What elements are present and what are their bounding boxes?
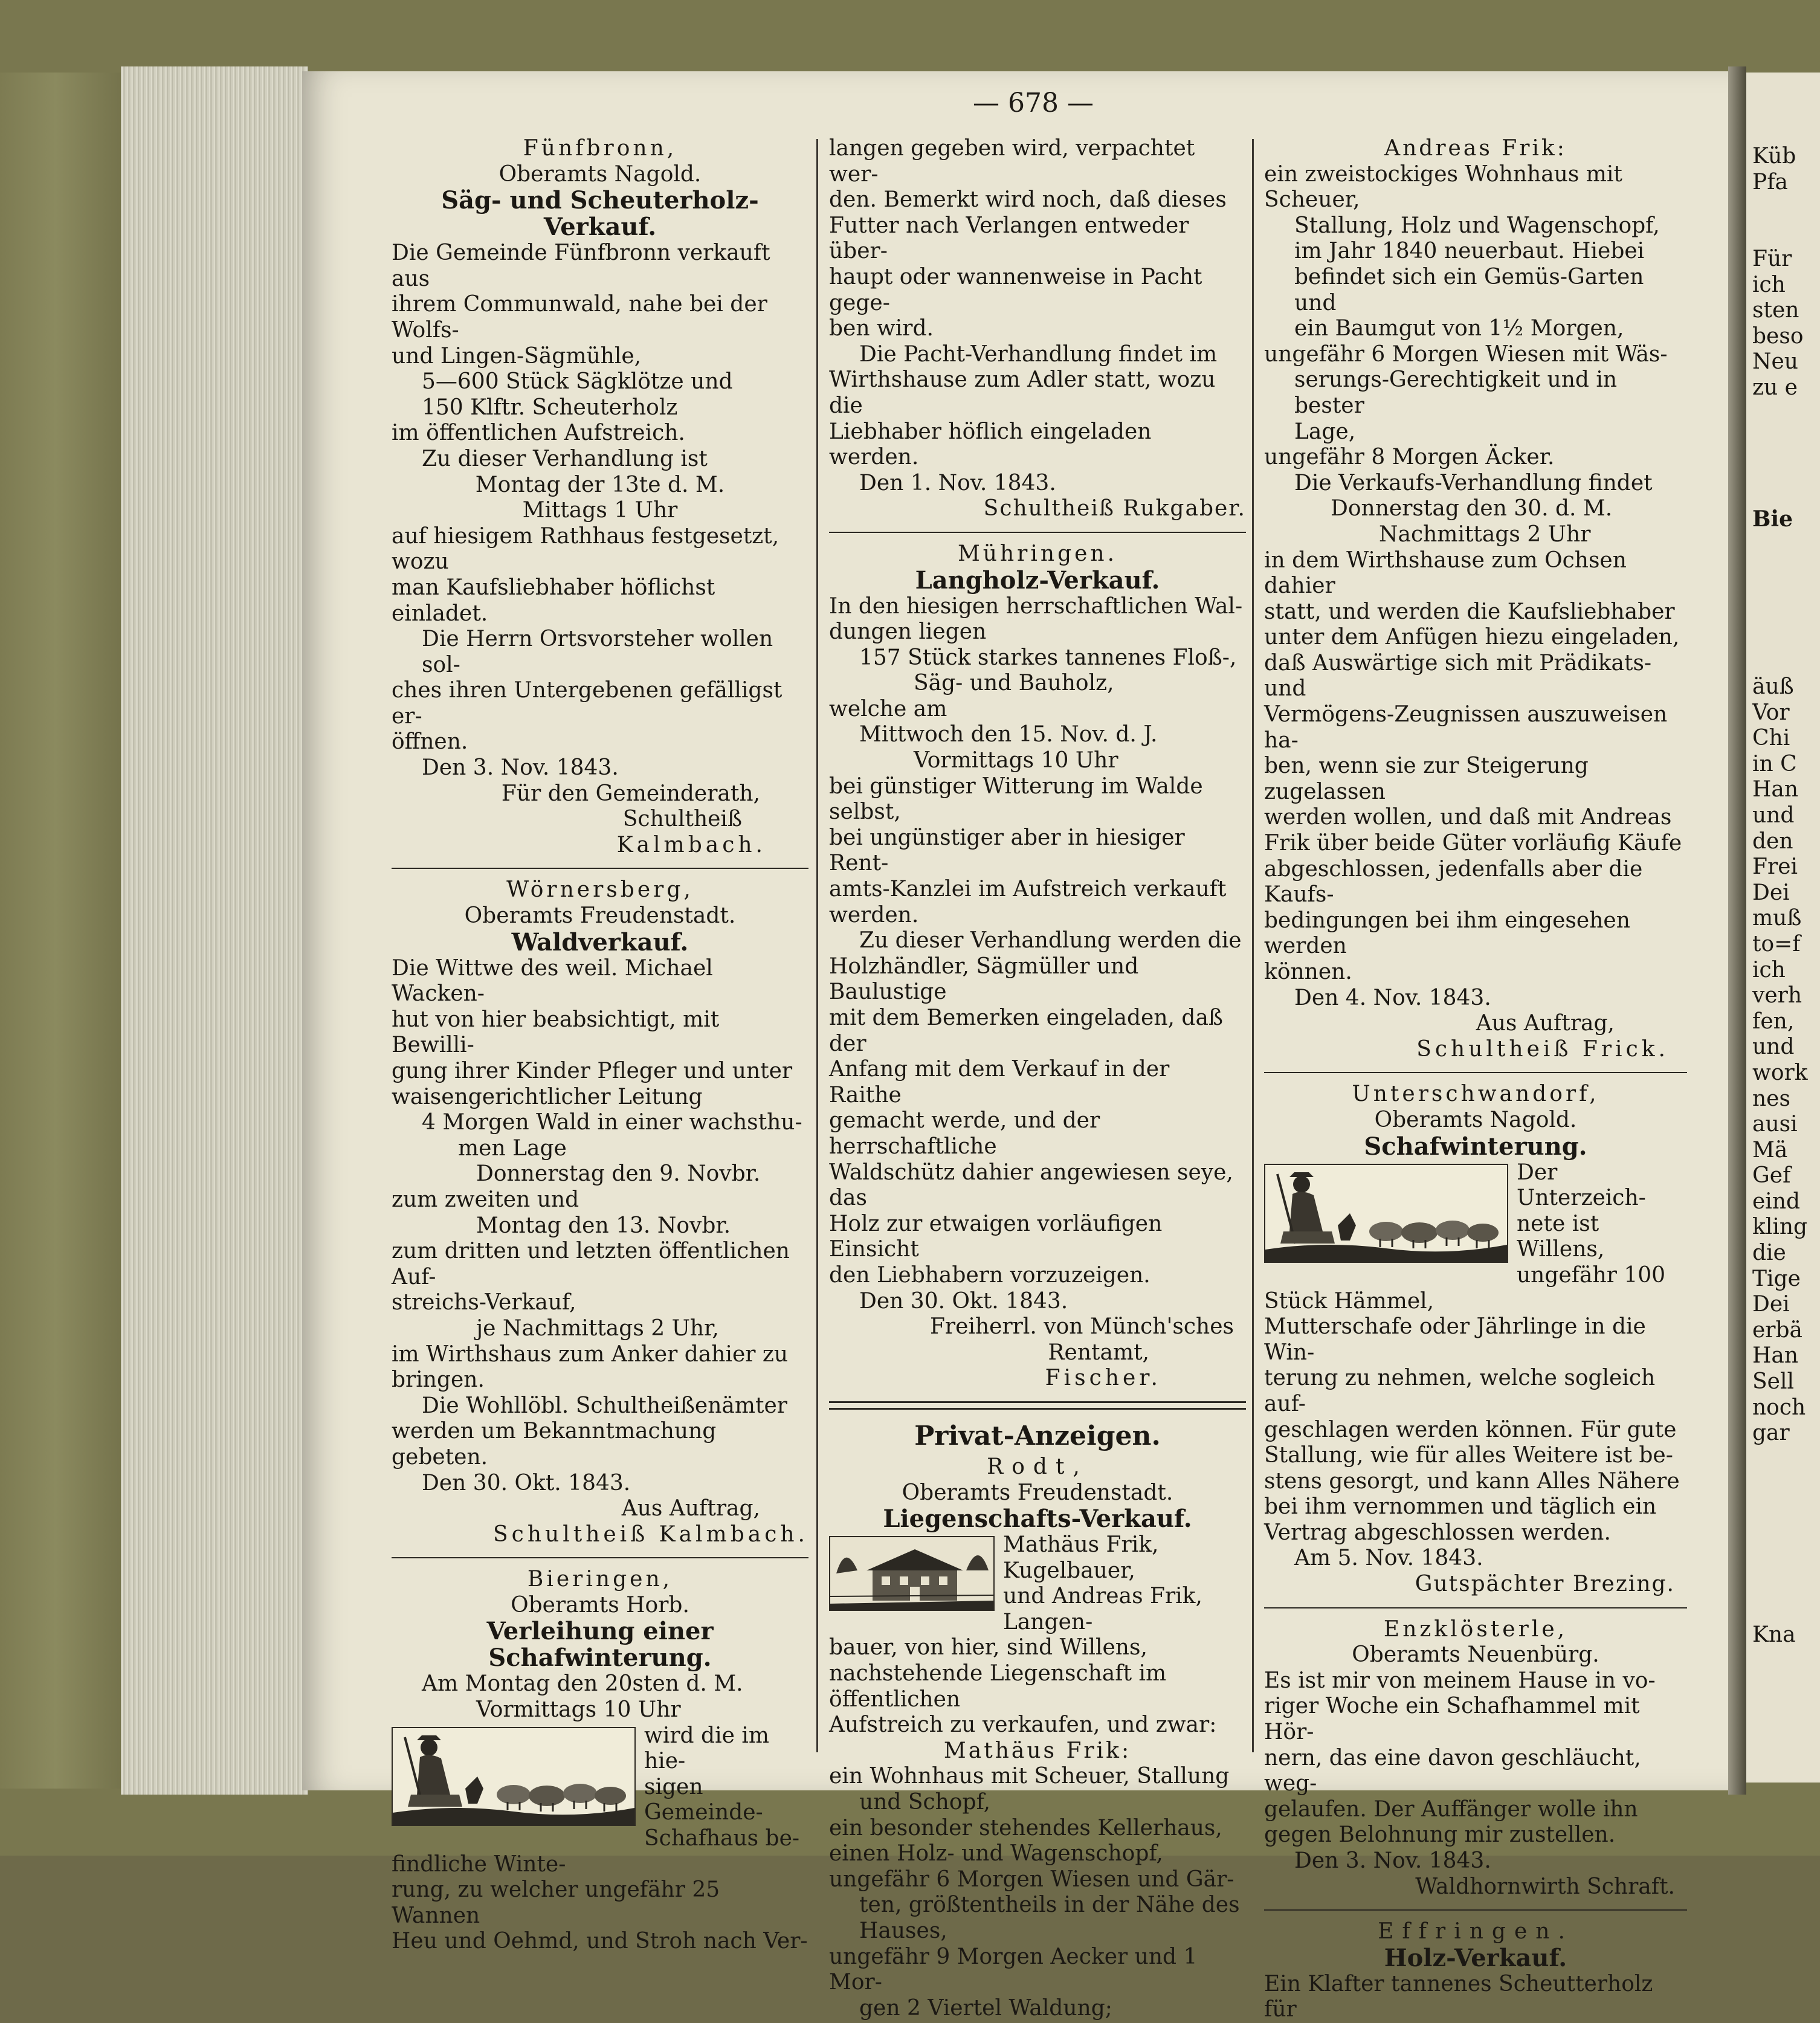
signature: Freiherrl. von Münch'sches (929, 1314, 1234, 1340)
text-line: Aufstreich zu verkaufen, und zwar: (829, 1712, 1217, 1738)
text-line: Frik über beide Güter vorläufig Käufe (1264, 831, 1682, 856)
text-line: ches ihren Untergebenen gefälligst er- (392, 678, 783, 729)
text-line: dungen liegen (829, 619, 987, 645)
fragment-line: den (1752, 828, 1793, 854)
notice-place: Rodt, (987, 1454, 1088, 1479)
text-line: bauer, von hier, sind Willens, (829, 1635, 1147, 1660)
fragment-line: Küb (1752, 144, 1796, 169)
text-line: gung ihrer Kinder Pfleger und unter (392, 1059, 793, 1083)
text-line: Es ist mir von meinem Hause in vo- (1264, 1668, 1656, 1693)
date-line: je Nachmittags 2 Uhr, (476, 1315, 719, 1341)
notice-fuenfbronn (392, 136, 808, 858)
date-line: Montag der 13te d. M. (475, 472, 725, 497)
page-number: — 678 — (973, 88, 1094, 118)
text-line: werden um Bekanntmachung gebeten. (392, 1419, 717, 1470)
text-line: welche am (829, 696, 947, 721)
notice-place: Effringen. (1378, 1919, 1573, 1944)
notice-date: Den 3. Nov. 1843. (1294, 1848, 1491, 1873)
signature: Aus Auftrag, (1476, 1011, 1615, 1036)
text-line: und Lingen-Sägmühle, (392, 343, 642, 369)
column-rule-1 (816, 139, 818, 1752)
fragment-line: ich (1752, 272, 1786, 297)
text-line: Mathäus Frik, Kugelbauer, (1003, 1532, 1159, 1583)
text-line: können. (1264, 960, 1352, 984)
text-line: Vermögens-Zeugnissen auszuweisen ha- (1264, 702, 1668, 753)
notice-rodt (829, 1454, 1246, 2021)
date-line: Donnerstag den 30. d. M. (1331, 496, 1613, 521)
fragment-line: verh (1752, 983, 1802, 1008)
item-line: 157 Stück starkes tannenes Floß-, (859, 645, 1237, 670)
fragment-line: Han (1752, 1343, 1799, 1369)
next-page-fragment (1752, 506, 1819, 532)
text-line: bei ungünstiger aber in hiesiger Rent- (829, 825, 1185, 876)
signature: Rentamt, (1048, 1340, 1149, 1365)
text-line: werden. (829, 902, 919, 928)
notice-place: Wörnersberg, (506, 877, 694, 903)
notice-bieringen-continued (829, 136, 1246, 522)
text-line: In den hiesigen herrschaftlichen Wal- (829, 593, 1243, 619)
text-line: im öffentlichen Aufstreich. (392, 421, 685, 446)
notice-district: Oberamts Nagold. (1374, 1107, 1577, 1132)
notice-date: Den 3. Nov. 1843. (422, 755, 619, 781)
fragment-line: work (1752, 1060, 1808, 1085)
notice-date: Den 4. Nov. 1843. (1294, 985, 1491, 1010)
next-page-fragment (1752, 674, 1819, 1447)
property-item: ungefähr 8 Morgen Äcker. (1264, 445, 1555, 470)
signature: Für den Gemeinderath, (501, 781, 760, 806)
property-item: ungefähr 6 Morgen Wiesen mit Wäs- (1264, 341, 1668, 367)
fragment-line: beso (1752, 323, 1804, 349)
notice-title: Verleihung einer Schafwinterung. (486, 1617, 714, 1673)
shepherd-woodcut-icon (1264, 1164, 1508, 1263)
property-item: ein besonder stehendes Kellerhaus, (829, 1815, 1222, 1841)
column-1 (392, 136, 808, 1954)
notice-divider (1264, 1072, 1687, 1073)
column-2 (829, 136, 1246, 2021)
text-line: im Wirthshaus zum Anker dahier zu (392, 1341, 789, 1367)
text-line: nern, das eine davon geschläucht, weg- (1264, 1745, 1641, 1796)
property-item: befindet sich ein Gemüs-Garten und (1294, 264, 1644, 315)
fragment-line: und (1752, 1034, 1795, 1060)
text-line: zum dritten und letzten öffentlichen Auf- (392, 1239, 790, 1289)
notice-date: Den 30. Okt. 1843. (859, 1288, 1068, 1314)
owner-name: Andreas Frik: (1384, 136, 1567, 161)
text-line: Mutterschafe oder Jährlinge in die Win- (1264, 1314, 1646, 1365)
date-line: Vormittags 10 Uhr (476, 1697, 681, 1723)
item-line: 150 Klftr. Scheuterholz (422, 395, 678, 420)
fragment-line: nes (1752, 1086, 1790, 1111)
notice-divider (829, 532, 1246, 533)
text-line: rung, zu welcher ungefähr 25 Wannen (392, 1877, 720, 1928)
notice-date: Am 5. Nov. 1843. (1294, 1546, 1483, 1571)
notice-title: Säg- und Scheuterholz-Verkauf. (441, 186, 759, 242)
property-item: einen Holz- und Wagenschopf, (829, 1841, 1163, 1867)
fragment-line: die (1752, 1241, 1786, 1266)
notice-title: Langholz-Verkauf. (915, 566, 1160, 595)
notice-date: Den 1. Nov. 1843. (859, 470, 1056, 495)
fragment-line: Für (1752, 247, 1792, 271)
text-line: ben, wenn sie zur Steigerung zugelassen (1264, 753, 1589, 804)
text-line: bringen. (392, 1367, 485, 1393)
fragment-line: eind (1752, 1189, 1801, 1214)
text-line: Holz zur etwaigen vorläufigen Einsicht (829, 1211, 1163, 1262)
fragment-line: Mä (1752, 1137, 1788, 1163)
next-page-fragment (1752, 144, 1819, 195)
text-line: Am Montag den 20sten d. M. (422, 1671, 743, 1697)
text-line: Die Verkaufs-Verhandlung findet (1294, 470, 1653, 495)
text-line: bedingungen bei ihm eingesehen werden (1264, 908, 1630, 959)
notice-place: Bieringen, (527, 1567, 673, 1592)
text-line: Schafhaus be- (644, 1826, 800, 1851)
text-line: Die Pacht-Verhandlung findet im (859, 341, 1218, 367)
text-line: Die Wohllöbl. Schultheißenämter (422, 1393, 787, 1418)
fragment-line: to=f (1752, 931, 1801, 957)
date-line: Mittags 1 Uhr (522, 498, 678, 523)
property-item: Lage, (1294, 419, 1356, 444)
notice-enzkloesterle (1264, 1617, 1687, 1900)
text-line: nachstehende Liegenschaft im öffentlichen (829, 1661, 1167, 1712)
fragment-line: Dei (1752, 880, 1790, 905)
text-line: Vertrag abgeschlossen werden. (1264, 1520, 1611, 1545)
text-line: ihrem Communwald, nahe bei der Wolfs- (392, 292, 767, 343)
property-item: serungs-Gerechtigkeit und in bester (1294, 367, 1618, 418)
notice-divider (392, 868, 808, 869)
text-line: streichs-Verkauf, (392, 1290, 576, 1315)
text-line: in dem Wirthshause zum Ochsen dahier (1264, 547, 1627, 599)
date-line: Vormittags 10 Uhr (914, 748, 1118, 773)
property-item: und Schopf, (859, 1790, 991, 1815)
text-line: stens gesorgt, und kann Alles Nähere (1264, 1468, 1680, 1494)
section-divider (829, 1401, 1246, 1410)
fragment-line: Pfa (1752, 169, 1789, 195)
fragment-line: kling (1752, 1215, 1808, 1240)
fragment-line: erbä (1752, 1317, 1803, 1343)
text-line: man Kaufsliebhaber höflichst einladet. (392, 575, 715, 626)
fragment-line: Gef (1752, 1163, 1791, 1189)
fragment-line: sten (1752, 298, 1799, 323)
column-3 (1264, 136, 1687, 2022)
text-line: den Liebhabern vorzuzeigen. (829, 1262, 1150, 1288)
notice-place: Enzklösterle, (1383, 1616, 1568, 1642)
fragment-line: Chi (1752, 726, 1790, 751)
signature-name: Kalmbach. (616, 832, 766, 857)
text-line: Heu und Oehmd, und Stroh nach Ver- (392, 1929, 808, 1954)
property-item: Hauses, (859, 1918, 947, 1943)
text-line: gegen Belohnung mir zustellen. (1264, 1822, 1616, 1848)
text-line: Liebhaber höflich eingeladen werden. (829, 419, 1152, 470)
notice-woernersberg (392, 877, 808, 1547)
owner-name: Mathäus Frik: (943, 1738, 1132, 1763)
fragment-line: und (1752, 802, 1795, 828)
notice-title: Schafwinterung. (1364, 1132, 1587, 1161)
notice-district: Oberamts Nagold. (499, 161, 702, 187)
item-line: Säg- und Bauholz, (914, 671, 1114, 696)
signature-name: Gutspächter Brezing. (1415, 1572, 1675, 1597)
notice-district: Oberamts Freudenstadt. (902, 1480, 1173, 1505)
text-line: Die Gemeinde Fünfbronn verkauft aus (392, 240, 770, 291)
property-item: ungefähr 6 Morgen Wiesen und Gär- (829, 1867, 1234, 1892)
book-cover (0, 73, 139, 1789)
notice-divider (392, 1557, 808, 1558)
text-line: Wirthshause zum Adler statt, wozu die (829, 367, 1216, 418)
notice-muehringen (829, 541, 1246, 1392)
property-item: im Jahr 1840 neuerbaut. Hiebei (1294, 239, 1645, 264)
fragment-line: in C (1752, 751, 1797, 776)
page-edges (121, 66, 308, 1795)
signature-name: Schultheiß Kalmbach. (493, 1521, 808, 1547)
text-line: zum zweiten und (392, 1187, 579, 1212)
text-line: werden wollen, und daß mit Andreas (1264, 805, 1672, 830)
text-line: statt, und werden die Kaufsliebhaber (1264, 599, 1675, 624)
next-page-fragment (1752, 1622, 1819, 1648)
text-line: amts-Kanzlei im Aufstreich verkauft (829, 877, 1227, 902)
text-line: Die Herrn Ortsvorsteher wollen sol- (422, 627, 773, 677)
text-line: waisengerichtlicher Leitung (392, 1084, 703, 1109)
fragment-line: muß (1752, 906, 1802, 931)
fragment-line: gar (1752, 1421, 1790, 1446)
text-line: bei ihm vernommen und täglich ein (1264, 1494, 1657, 1520)
fragment-line: noch (1752, 1395, 1806, 1420)
text-line: riger Woche ein Schafhammel mit Hör- (1264, 1694, 1640, 1745)
shepherd-woodcut-icon (392, 1727, 636, 1826)
text-line: Der Unterzeich- (1517, 1160, 1646, 1211)
property-item: gen 2 Viertel Waldung; (859, 1995, 1112, 2021)
notice-place: Fünfbronn, (523, 136, 677, 161)
column-rule-2 (1252, 139, 1254, 1752)
next-page-fragment (1752, 247, 1819, 401)
notice-place: Unterschwandorf, (1352, 1082, 1599, 1107)
notice-divider (1264, 1909, 1687, 1911)
text-line: Die Wittwe des weil. Michael Wacken- (392, 955, 713, 1007)
text-line: öffnen. (392, 729, 468, 755)
property-item: Stallung, Holz und Wagenschopf, (1294, 213, 1660, 238)
item-line: men Lage (458, 1135, 567, 1161)
text-line: den. Bemerkt wird noch, daß dieses (829, 187, 1227, 213)
notice-district: Oberamts Neuenbürg. (1352, 1642, 1599, 1668)
property-item: ein Wohnhaus mit Scheuer, Stallung (829, 1764, 1230, 1789)
fragment-line: fen, (1752, 1008, 1795, 1034)
text-line: und Andreas Frik, Langen- (1003, 1584, 1202, 1634)
item-line: 4 Morgen Wald in einer wachsthu- (422, 1110, 802, 1135)
notice-date: Den 30. Okt. 1843. (422, 1470, 631, 1495)
text-line: mit dem Bemerken eingeladen, daß der (829, 1005, 1223, 1056)
text-line: auf hiesigem Rathhaus festgesetzt, wozu (392, 523, 779, 575)
notice-title: Waldverkauf. (511, 928, 689, 957)
text-line: Holzhändler, Sägmüller und Baulustige (829, 953, 1139, 1005)
text-line: Futter nach Verlangen entweder über- (829, 213, 1189, 264)
notice-divider (1264, 1607, 1687, 1608)
text-line: ben wird. (829, 316, 934, 341)
fragment-line: Bie (1752, 506, 1793, 532)
fragment-line: zu e (1752, 375, 1798, 400)
date-line: Donnerstag den 9. Novbr. (476, 1161, 761, 1187)
text-line: abgeschlossen, jedenfalls aber die Kaufs- (1264, 856, 1643, 908)
text-line: unter dem Anfügen hiezu eingeladen, (1264, 625, 1680, 650)
text-line: hut von hier beabsichtigt, mit Bewilli- (392, 1007, 720, 1058)
text-line: langen gegeben wird, verpachtet wer- (829, 136, 1195, 187)
notice-title: Holz-Verkauf. (1384, 1943, 1567, 1972)
fragment-line: Kna (1752, 1622, 1796, 1647)
notice-district: Oberamts Freudenstadt. (464, 903, 736, 929)
notice-bieringen (392, 1567, 808, 1955)
text-line: Stallung, wie für alles Weitere ist be- (1264, 1443, 1673, 1468)
text-line: nete ist Willens, (1517, 1211, 1605, 1262)
text-line: terung zu nehmen, welche sogleich auf- (1264, 1366, 1656, 1416)
text-line: daß Auswärtige sich mit Prädikats- und (1264, 650, 1652, 702)
date-line: Mittwoch den 15. Nov. d. J. (859, 722, 1158, 747)
text-line: Anfang mit dem Verkauf in der Raithe (829, 1057, 1170, 1108)
text-line: ungefähr 100 (1517, 1262, 1666, 1288)
property-item: ein zweistockiges Wohnhaus mit Scheuer, (1264, 161, 1622, 213)
fragment-line: äuß (1752, 674, 1794, 699)
text-line: Ein Klafter tannenes Scheutterholz für (1264, 1971, 1653, 2022)
book-gutter (1728, 66, 1746, 1795)
text-line: gelaufen. Der Auffänger wolle ihn (1264, 1796, 1638, 1822)
fragment-line: Vor (1752, 700, 1790, 725)
text-line: wird die im hie- (644, 1723, 769, 1774)
text-line: Zu dieser Verhandlung werden die (859, 928, 1242, 953)
date-line: Nachmittags 2 Uhr (1379, 521, 1591, 547)
notice-place: Mühringen. (957, 541, 1118, 566)
text-line: Zu dieser Verhandlung ist (422, 446, 708, 471)
fragment-line: ausi (1752, 1112, 1798, 1137)
property-item: ten, größtentheils in der Nähe des (859, 1892, 1240, 1918)
fragment-line: ich (1752, 957, 1786, 982)
signature-name: Schultheiß Rukgaber. (983, 496, 1246, 521)
fragment-line: Frei (1752, 854, 1798, 880)
signature-name: Waldhornwirth Schraft. (1415, 1874, 1675, 1899)
notice-rodt-continued (1264, 136, 1687, 1062)
notice-district: Oberamts Horb. (511, 1592, 689, 1618)
signature: Schultheiß (622, 807, 742, 832)
notice-unterschwandorf (1264, 1082, 1687, 1597)
text-line: Stück Hämmel, (1264, 1288, 1434, 1314)
text-line: Waldschütz dahier angewiesen seye, das (829, 1160, 1233, 1211)
notice-title: Liegenschafts-Verkauf. (883, 1505, 1192, 1534)
text-line: findliche Winte- (392, 1851, 566, 1877)
signature-name: Schultheiß Frick. (1416, 1036, 1669, 1062)
fragment-line: Tige (1752, 1266, 1801, 1291)
fragment-line: Neu (1752, 349, 1798, 375)
property-item: ungefähr 9 Morgen Aecker und 1 Mor- (829, 1944, 1198, 1995)
property-item: ein Baumgut von 1½ Morgen, (1294, 316, 1624, 341)
section-title: Privat-Anzeigen. (914, 1420, 1161, 1451)
item-line: 5—600 Stück Sägklötze und (422, 369, 733, 395)
text-line: bei günstiger Witterung im Walde selbst, (829, 773, 1203, 825)
text-line: haupt oder wannenweise in Pacht gege- (829, 264, 1202, 315)
text-line: gemacht werde, und der herrschaftliche (829, 1108, 1100, 1159)
signature: Aus Auftrag, (621, 1496, 760, 1521)
fragment-line: Han (1752, 777, 1799, 802)
text-line: sigen Gemeinde- (644, 1774, 763, 1825)
text-line: geschlagen werden können. Für gute (1264, 1417, 1677, 1442)
notice-effringen (1264, 1919, 1687, 2023)
fragment-line: Dei (1752, 1292, 1790, 1317)
date-line: Montag den 13. Novbr. (476, 1213, 731, 1238)
house-woodcut-icon (829, 1536, 995, 1611)
signature-name: Fischer. (1045, 1366, 1161, 1391)
fragment-line: Sell (1752, 1369, 1794, 1395)
